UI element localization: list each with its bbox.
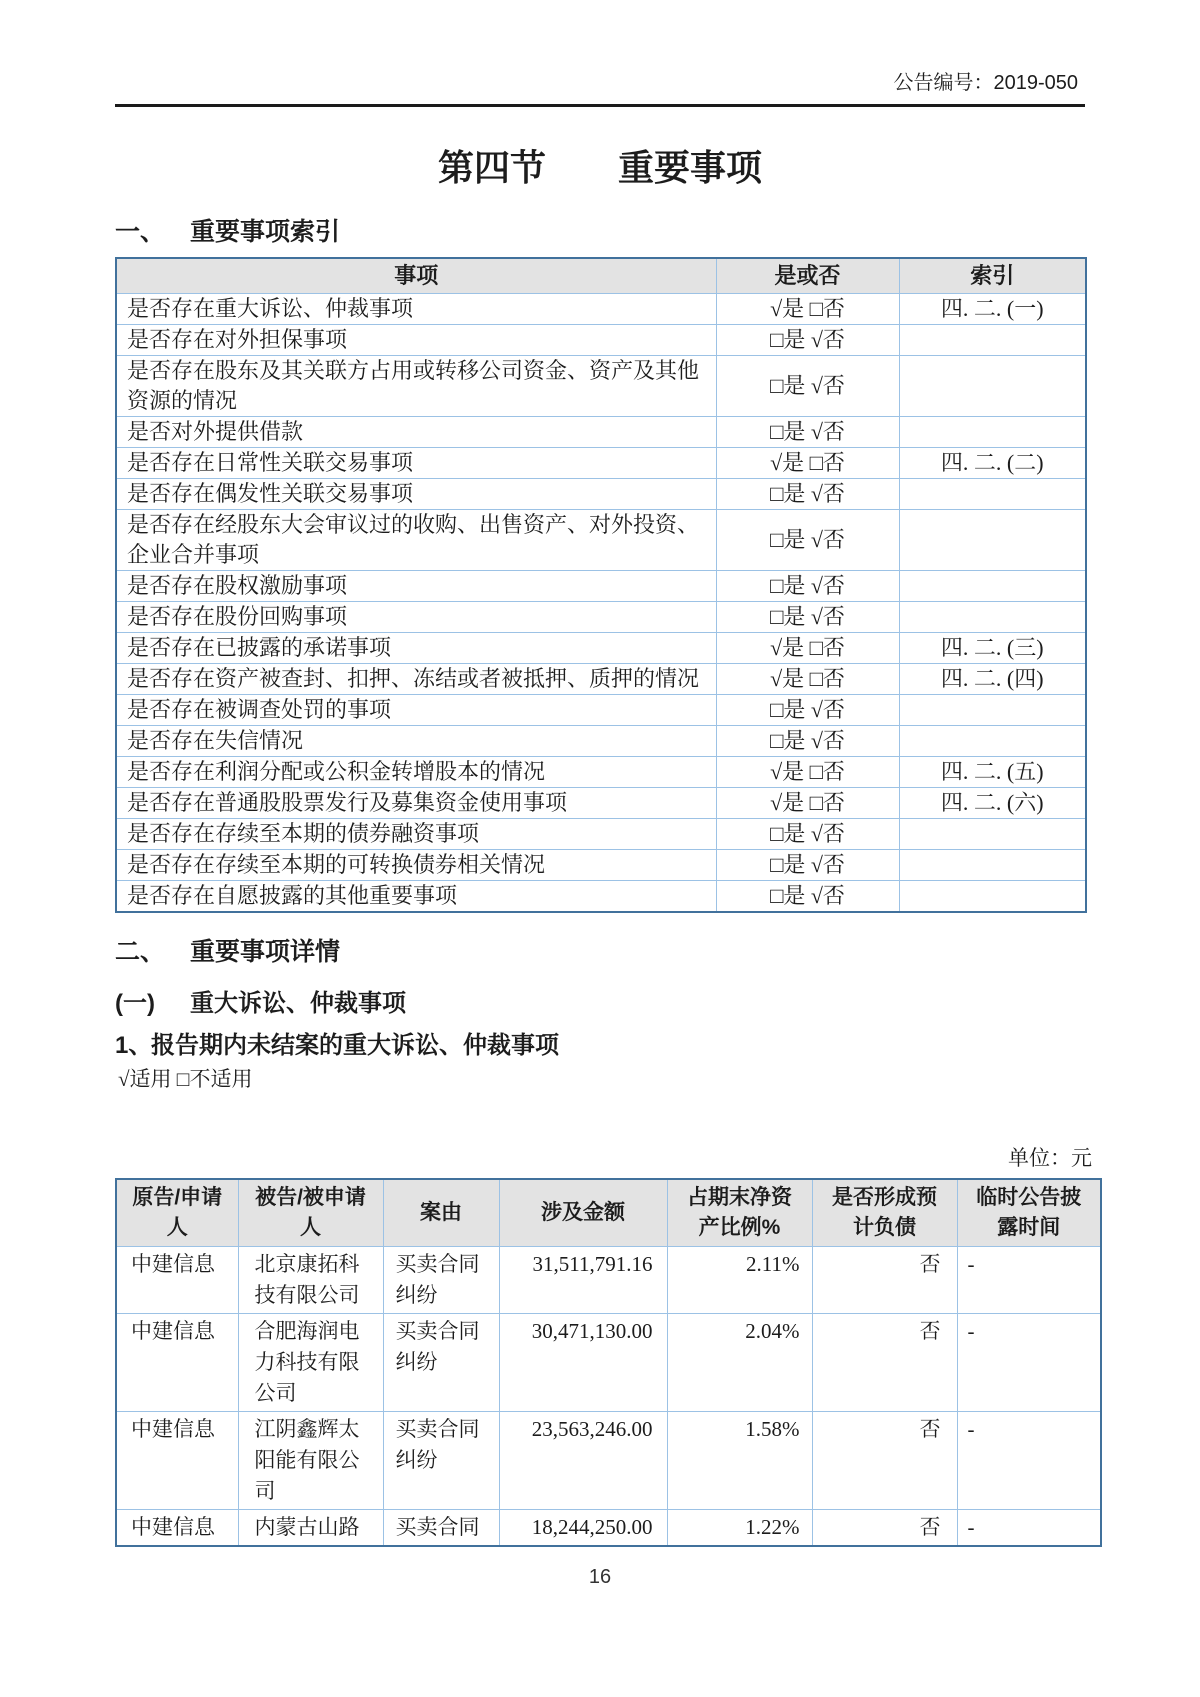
applicable-checkbox-line: √适用 □不适用 <box>118 1067 253 1091</box>
index-table-row <box>116 850 1086 881</box>
yes-no-cell: □是 √否 <box>716 850 899 881</box>
amount-cell: 23,563,246.00 <box>499 1412 667 1510</box>
matter-cell: 是否存在资产被查封、扣押、冻结或者被抵押、质押的情况 <box>116 664 716 695</box>
amount-cell: 30,471,130.00 <box>499 1314 667 1412</box>
defendant-cell: 合肥海润电力科技有限公司 <box>238 1314 383 1412</box>
yes-no-cell: □是 √否 <box>716 602 899 633</box>
defendant-cell: 江阴鑫辉太阳能有限公司 <box>238 1412 383 1510</box>
column-header-amount: 涉及金额 <box>499 1179 667 1247</box>
disclosure-time-cell: - <box>957 1510 1101 1547</box>
index-ref-cell <box>899 850 1086 881</box>
index-ref-cell <box>899 881 1086 913</box>
index-ref-cell <box>899 325 1086 356</box>
yes-no-cell: □是 √否 <box>716 510 899 571</box>
subsection-litigation-heading <box>115 987 1200 1020</box>
index-ref-cell <box>899 819 1086 850</box>
index-table-row <box>116 571 1086 602</box>
yes-no-cell: □是 √否 <box>716 571 899 602</box>
yes-no-cell: □是 √否 <box>716 356 899 417</box>
yes-no-cell: √是 □否 <box>716 633 899 664</box>
index-table-row <box>116 325 1086 356</box>
disclosure-time-cell: - <box>957 1247 1101 1314</box>
cause-cell: 买卖合同纠纷 <box>383 1412 499 1510</box>
matter-cell: 是否存在股权激励事项 <box>116 571 716 602</box>
index-table-row <box>116 788 1086 819</box>
unit-label: 单位：元 <box>1008 1146 1092 1170</box>
yes-no-cell: □是 √否 <box>716 695 899 726</box>
index-table-row <box>116 510 1086 571</box>
disclosure-time-cell: - <box>957 1314 1101 1412</box>
matter-cell: 是否对外提供借款 <box>116 417 716 448</box>
index-table-row <box>116 726 1086 757</box>
column-header-estimated-liability: 是否形成预计负债 <box>812 1179 957 1247</box>
disclosure-time-cell: - <box>957 1412 1101 1510</box>
matter-cell: 是否存在普通股股票发行及募集资金使用事项 <box>116 788 716 819</box>
yes-no-cell: □是 √否 <box>716 325 899 356</box>
matter-cell: 是否存在利润分配或公积金转增股本的情况 <box>116 757 716 788</box>
yes-no-cell: √是 □否 <box>716 757 899 788</box>
yes-no-cell: □是 √否 <box>716 881 899 913</box>
matter-cell: 是否存在存续至本期的债券融资事项 <box>116 819 716 850</box>
subsection-title: 重大诉讼、仲裁事项 <box>190 990 406 1017</box>
litigation-table-row <box>116 1247 1101 1314</box>
yes-no-cell: □是 √否 <box>716 479 899 510</box>
column-header-net-asset-pct: 占期末净资产比例% <box>667 1179 812 1247</box>
amount-cell: 31,511,791.16 <box>499 1247 667 1314</box>
matter-cell: 是否存在自愿披露的其他重要事项 <box>116 881 716 913</box>
index-table-row <box>116 294 1086 325</box>
defendant-cell: 北京康拓科技有限公司 <box>238 1247 383 1314</box>
index-ref-cell: 四. 二. (五) <box>899 757 1086 788</box>
section-title: 重要事项索引 <box>190 218 341 246</box>
index-ref-cell <box>899 417 1086 448</box>
section-title: 重要事项详情 <box>190 938 341 966</box>
yes-no-cell: □是 √否 <box>716 726 899 757</box>
matter-cell: 是否存在股份回购事项 <box>116 602 716 633</box>
litigation-table-row <box>116 1510 1101 1547</box>
item-title: 报告期内未结案的重大诉讼、仲裁事项 <box>151 1032 559 1059</box>
index-table-row <box>116 448 1086 479</box>
section-detail-heading <box>115 935 1200 969</box>
important-matters-index-table <box>115 257 1087 913</box>
matter-cell: 是否存在经股东大会审议过的收购、出售资产、对外投资、企业合并事项 <box>116 510 716 571</box>
index-ref-cell <box>899 356 1086 417</box>
subsection-number: (一) <box>115 990 155 1017</box>
index-ref-cell <box>899 602 1086 633</box>
plaintiff-cell: 中建信息 <box>116 1247 238 1314</box>
litigation-table-row <box>116 1314 1101 1412</box>
plaintiff-cell: 中建信息 <box>116 1510 238 1547</box>
item-number: 1、 <box>115 1032 153 1059</box>
litigation-table-row <box>116 1412 1101 1510</box>
column-header-index: 索引 <box>899 258 1086 294</box>
net-asset-pct-cell: 2.04% <box>667 1314 812 1412</box>
index-table-header-row <box>116 258 1086 294</box>
column-header-defendant: 被告/被申请人 <box>238 1179 383 1247</box>
index-ref-cell <box>899 726 1086 757</box>
item-pending-litigation-heading <box>115 1030 1200 1062</box>
estimated-liability-cell: 否 <box>812 1314 957 1412</box>
index-table-row <box>116 881 1086 913</box>
index-table-row <box>116 757 1086 788</box>
cause-cell: 买卖合同纠纷 <box>383 1247 499 1314</box>
index-table-row <box>116 602 1086 633</box>
matter-cell: 是否存在日常性关联交易事项 <box>116 448 716 479</box>
matter-cell: 是否存在偶发性关联交易事项 <box>116 479 716 510</box>
column-header-cause: 案由 <box>383 1179 499 1247</box>
yes-no-cell: √是 □否 <box>716 664 899 695</box>
index-ref-cell: 四. 二. (六) <box>899 788 1086 819</box>
plaintiff-cell: 中建信息 <box>116 1314 238 1412</box>
column-header-yes-or-no: 是或否 <box>716 258 899 294</box>
index-ref-cell: 四. 二. (二) <box>899 448 1086 479</box>
column-header-plaintiff: 原告/申请人 <box>116 1179 238 1247</box>
estimated-liability-cell: 否 <box>812 1510 957 1547</box>
header-divider <box>115 104 1085 107</box>
index-ref-cell: 四. 二. (三) <box>899 633 1086 664</box>
index-ref-cell: 四. 二. (一) <box>899 294 1086 325</box>
yes-no-cell: √是 □否 <box>716 788 899 819</box>
matter-cell: 是否存在股东及其关联方占用或转移公司资金、资产及其他资源的情况 <box>116 356 716 417</box>
section-number: 一、 <box>115 218 166 246</box>
index-table-row <box>116 819 1086 850</box>
index-ref-cell <box>899 695 1086 726</box>
litigation-details-table <box>115 1178 1102 1547</box>
net-asset-pct-cell: 2.11% <box>667 1247 812 1314</box>
cause-cell: 买卖合同 <box>383 1510 499 1547</box>
matter-cell: 是否存在重大诉讼、仲裁事项 <box>116 294 716 325</box>
yes-no-cell: □是 √否 <box>716 417 899 448</box>
cause-cell: 买卖合同纠纷 <box>383 1314 499 1412</box>
amount-cell: 18,244,250.00 <box>499 1510 667 1547</box>
index-table-row <box>116 633 1086 664</box>
column-header-disclosure-time: 临时公告披露时间 <box>957 1179 1101 1247</box>
index-table-row <box>116 417 1086 448</box>
section-number: 二、 <box>115 938 166 966</box>
index-ref-cell <box>899 510 1086 571</box>
net-asset-pct-cell: 1.22% <box>667 1510 812 1547</box>
matter-cell: 是否存在已披露的承诺事项 <box>116 633 716 664</box>
section-index-heading <box>115 215 1200 249</box>
index-table-row <box>116 664 1086 695</box>
index-ref-cell <box>899 571 1086 602</box>
page-number: 16 <box>588 1566 612 1588</box>
plaintiff-cell: 中建信息 <box>116 1412 238 1510</box>
net-asset-pct-cell: 1.58% <box>667 1412 812 1510</box>
index-ref-cell <box>899 479 1086 510</box>
matter-cell: 是否存在失信情况 <box>116 726 716 757</box>
yes-no-cell: □是 √否 <box>716 819 899 850</box>
index-table-row <box>116 695 1086 726</box>
matter-cell: 是否存在被调查处罚的事项 <box>116 695 716 726</box>
page-title: 第四节 重要事项 <box>437 147 762 188</box>
estimated-liability-cell: 否 <box>812 1247 957 1314</box>
yes-no-cell: √是 □否 <box>716 294 899 325</box>
index-table-row <box>116 479 1086 510</box>
matter-cell: 是否存在存续至本期的可转换债券相关情况 <box>116 850 716 881</box>
column-header-matter: 事项 <box>116 258 716 294</box>
announcement-number: 公告编号：2019-050 <box>893 72 1078 94</box>
matter-cell: 是否存在对外担保事项 <box>116 325 716 356</box>
yes-no-cell: √是 □否 <box>716 448 899 479</box>
litigation-table-header-row <box>116 1179 1101 1247</box>
defendant-cell: 内蒙古山路 <box>238 1510 383 1547</box>
index-ref-cell: 四. 二. (四) <box>899 664 1086 695</box>
estimated-liability-cell: 否 <box>812 1412 957 1510</box>
index-table-row <box>116 356 1086 417</box>
